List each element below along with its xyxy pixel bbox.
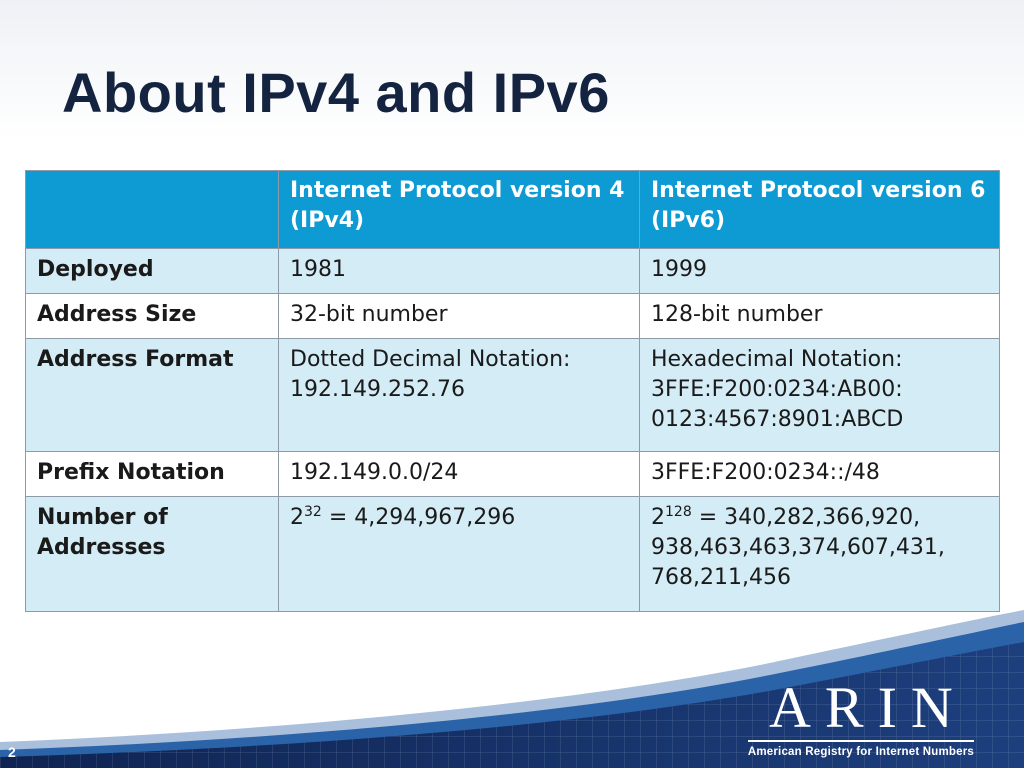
cell-ipv6-deployed: 1999 bbox=[640, 249, 1000, 294]
header-ipv6-line: Internet Protocol version 6 bbox=[651, 178, 986, 203]
power-exponent: 32 bbox=[304, 504, 322, 520]
row-label-line: Number of bbox=[37, 505, 168, 530]
header-ipv4-line: Internet Protocol version 4 bbox=[290, 178, 625, 203]
cell-ipv4-prefix-notation: 192.149.0.0/24 bbox=[279, 452, 640, 497]
row-label-address-size: Address Size bbox=[26, 294, 279, 339]
cell-line: Dotted Decimal Notation: bbox=[290, 347, 571, 372]
cell-line: 3FFE:F200:0234:AB00: bbox=[651, 377, 903, 402]
power-exponent: 128 bbox=[665, 504, 692, 520]
row-label-deployed: Deployed bbox=[26, 249, 279, 294]
row-label-prefix-notation: Prefix Notation bbox=[26, 452, 279, 497]
header-ipv4-line: (IPv4) bbox=[290, 208, 365, 233]
cell-line: 768,211,456 bbox=[651, 565, 791, 590]
cell-ipv6-prefix-notation: 3FFE:F200:0234::/48 bbox=[640, 452, 1000, 497]
power-value: = 340,282,366,920, bbox=[691, 505, 921, 530]
logo-wordmark: ARIN bbox=[748, 678, 974, 742]
arin-logo[interactable] bbox=[747, 675, 974, 758]
cell-line: Hexadecimal Notation: bbox=[651, 347, 903, 372]
cell-line: 192.149.252.76 bbox=[290, 377, 465, 402]
cell-ipv4-deployed: 1981 bbox=[279, 249, 640, 294]
cell-ipv6-address-size: 128-bit number bbox=[640, 294, 1000, 339]
header-ipv6-line: (IPv6) bbox=[651, 208, 726, 233]
power-value: = 4,294,967,296 bbox=[321, 505, 516, 530]
cell-line: 0123:4567:8901:ABCD bbox=[651, 407, 904, 432]
row-label-line: Addresses bbox=[37, 535, 166, 560]
cell-line: 938,463,463,374,607,431, bbox=[651, 535, 945, 560]
power-base: 2 bbox=[290, 505, 304, 530]
cell-ipv4-address-size: 32-bit number bbox=[279, 294, 640, 339]
power-base: 2 bbox=[651, 505, 665, 530]
page-number: 2 bbox=[8, 744, 16, 760]
slide-title: About IPv4 and IPv6 bbox=[62, 61, 610, 124]
logo-tagline: American Registry for Internet Numbers bbox=[747, 746, 974, 758]
row-label-address-format: Address Format bbox=[26, 339, 279, 452]
